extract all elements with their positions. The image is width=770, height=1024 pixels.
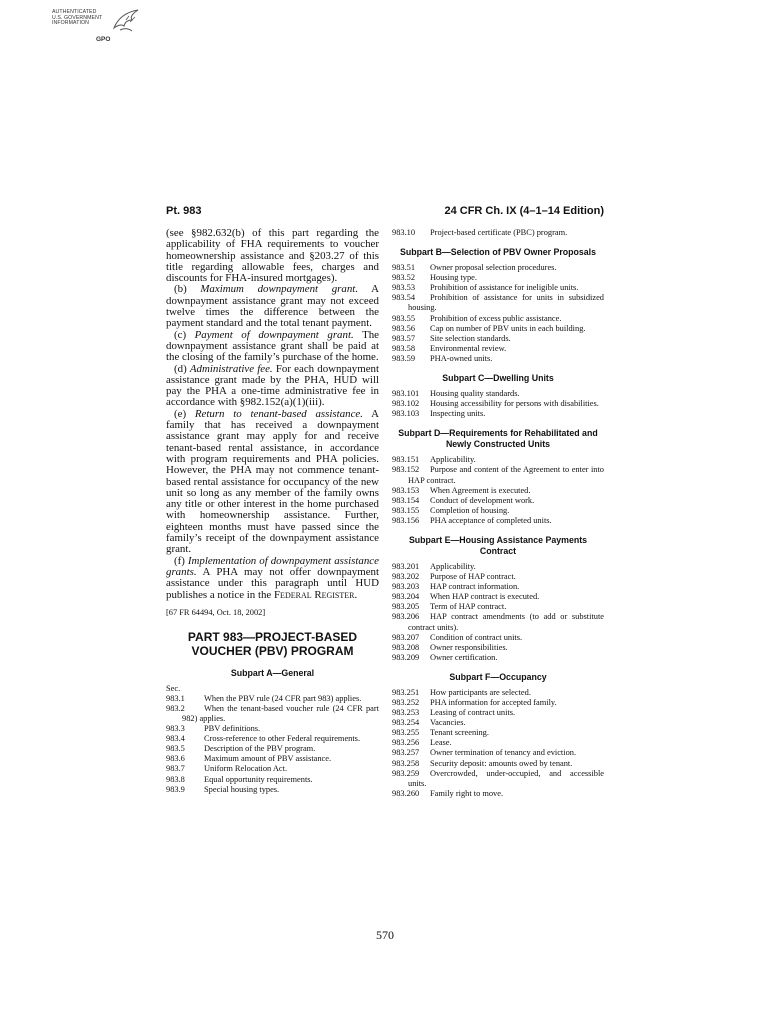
toc-entry (392, 728, 604, 738)
section-title: Owner certification. (430, 652, 498, 662)
section-title: Cross-reference to other Federal requirements. (204, 734, 361, 744)
section-title: PHA-owned units. (430, 353, 493, 363)
toc-subpart-f (392, 688, 604, 799)
seal-text (52, 10, 102, 27)
toc-entry (392, 789, 604, 799)
paragraph-text: A downpayment assistance grant may not exceed twelve times the difference between the payment standard and the total tenant payment. (166, 283, 379, 330)
section-title: Applicability. (430, 455, 476, 465)
section-number: 983.204 (392, 592, 420, 602)
toc-entry (392, 633, 604, 643)
section-title: Tenant screening. (430, 728, 489, 738)
section-number: 983.53 (392, 283, 416, 293)
section-title: When the PBV rule (24 CFR part 983) applies. (204, 693, 362, 703)
section-number: 983.54 (392, 293, 416, 303)
section-title: Prohibition of assistance for units in subsidized housing. (408, 293, 604, 313)
section-title: Housing type. (430, 273, 477, 283)
section-title: PHA acceptance of completed units. (430, 515, 552, 525)
paragraph-continuation: (see §982.632(b) of this part regarding the applicability of FHA requirements to voucher homeownership assistance and §203.27 of this title regarding allowable fees, charges and discounts for FHA-insured mortgages). (166, 227, 379, 285)
section-number: 983.153 (392, 485, 420, 495)
section-title: Term of HAP contract. (430, 602, 507, 612)
paragraph-text: For each downpayment assistance grant made by the PHA, HUD will pay the PHA a one-time administrative fee in accordance with §982.152(a)(1)(iii). (166, 362, 379, 409)
section-title: Owner proposal selection procedures. (430, 263, 557, 273)
paragraph-heading: Implementation of downpayment assistance grants. (166, 554, 379, 578)
toc-entry (166, 704, 379, 724)
section-title: How participants are selected. (430, 687, 531, 697)
section-title: Cap on number of PBV units in each building. (430, 323, 586, 333)
toc-entry (392, 273, 604, 283)
section-number: 983.8 (166, 774, 185, 784)
toc-entry (392, 688, 604, 698)
section-title: When HAP contract is executed. (430, 592, 540, 602)
section-number: 983.1 (166, 693, 185, 703)
section-number: 983.256 (392, 738, 420, 748)
toc-entry (392, 399, 604, 409)
toc-entry (392, 759, 604, 769)
section-number: 983.56 (392, 323, 416, 333)
toc-entry (392, 389, 604, 399)
section-title: Prohibition of excess public assistance. (430, 313, 562, 323)
section-title: Purpose of HAP contract. (430, 572, 516, 582)
toc-entry (166, 724, 379, 734)
section-number: 983.102 (392, 399, 420, 409)
section-number: 983.208 (392, 642, 420, 652)
section-title: PHA information for accepted family. (430, 698, 557, 707)
seal-line: AUTHENTICATED (52, 9, 97, 15)
toc-entry (392, 562, 604, 572)
paragraph-heading: Maximum downpayment grant. (200, 283, 359, 296)
right-column (392, 228, 604, 799)
section-title: When the tenant-based voucher rule (24 CFR part 982) applies. (182, 703, 379, 723)
section-number: 983.205 (392, 602, 420, 612)
toc-entry (392, 354, 604, 364)
subpart-d-heading: Subpart D—Requirements for Rehabilitated and Newly Constructed Units (398, 428, 598, 450)
section-title: Uniform Relocation Act. (204, 764, 288, 774)
section-title: Description of the PBV program. (204, 744, 316, 754)
section-title: Completion of housing. (430, 505, 510, 515)
section-number: 983.3 (166, 724, 185, 734)
left-column (166, 228, 379, 795)
toc-subpart-b (392, 263, 604, 364)
paragraph-text: A family that has received a downpayment assistance grant may apply for and receive tenant-based rental assistance, in accordance with program requirements and PHA policies. However, the PHA may not commence tenant-based rental assistance for occupancy of the new unit so long as any member of the family owns any title or other interest in the home purchased with homeownership assistance. Further, eighteen months must have passed since the family’s receipt of the downpayment assistance grant. (166, 407, 380, 556)
subpart-c-heading: Subpart C—Dwelling Units (442, 373, 554, 384)
paragraph-e (166, 409, 379, 556)
section-number: 983.207 (392, 632, 420, 642)
section-number: 983.260 (392, 788, 420, 798)
section-number: 983.101 (392, 389, 420, 399)
section-number: 983.206 (392, 612, 420, 622)
subpart-b-heading: Subpart B—Selection of PBV Owner Proposals (399, 247, 596, 258)
toc-entry (392, 293, 604, 313)
section-number: 983.252 (392, 698, 420, 707)
toc-entry (392, 738, 604, 748)
section-title: Environmental review. (430, 343, 507, 353)
paragraph-d (166, 364, 379, 409)
toc-entry (392, 506, 604, 516)
toc-entry (392, 496, 604, 506)
toc-entry (392, 653, 604, 663)
part-title: PART 983—PROJECT-BASED VOUCHER (PBV) PROGRAM (187, 629, 358, 658)
paragraph-f (166, 556, 379, 601)
section-title: Applicability. (430, 561, 476, 571)
toc-entry (166, 775, 379, 785)
toc-entry (392, 516, 604, 526)
toc-entry (392, 643, 604, 653)
toc-entry (392, 708, 604, 718)
section-number: 983.55 (392, 313, 416, 323)
toc-entry (392, 228, 604, 238)
toc-entry (392, 314, 604, 324)
section-title: Owner responsibilities. (430, 642, 508, 652)
section-number: 983.57 (392, 333, 416, 343)
toc-subpart-a-continued (392, 228, 604, 238)
page-number: 570 (376, 928, 394, 942)
toc-entry (166, 785, 379, 795)
federal-register-reference: Federal Register (274, 588, 355, 601)
section-title: Leasing of contract units. (430, 708, 516, 718)
section-number: 983.259 (392, 768, 420, 778)
section-number: 983.254 (392, 718, 420, 728)
toc-entry (392, 283, 604, 293)
section-number: 983.258 (392, 758, 420, 768)
toc-entry (392, 409, 604, 419)
section-number: 983.255 (392, 728, 420, 738)
subpart-e-heading: Subpart E—Housing Assistance Payments Contract (408, 534, 588, 556)
section-number: 983.152 (392, 465, 420, 475)
section-title: When Agreement is executed. (430, 485, 531, 495)
section-number: 983.6 (166, 754, 185, 764)
section-title: Project-based certificate (PBC) program. (430, 228, 568, 237)
toc-entry (392, 612, 604, 632)
toc-entry (392, 486, 604, 496)
eagle-icon (110, 8, 142, 38)
section-title: Equal opportunity requirements. (204, 774, 313, 784)
section-title: Housing accessibility for persons with disabilities. (430, 399, 599, 409)
paragraph-lead: (c) (174, 328, 187, 341)
paragraph-text: A PHA may not offer downpayment assistance under this paragraph until HUD publishes a notice in the (166, 565, 379, 601)
toc-entry (166, 694, 379, 704)
part-reference: Pt. 983 (166, 205, 202, 217)
section-title: Owner termination of tenancy and eviction. (430, 748, 577, 758)
toc-entry (392, 263, 604, 273)
section-number: 983.4 (166, 734, 185, 744)
section-title: Family right to move. (430, 788, 504, 798)
section-number: 983.10 (392, 228, 416, 237)
paragraph-end: . (354, 588, 358, 601)
toc-entry (392, 344, 604, 354)
paragraph-lead: (b) (174, 283, 187, 296)
toc-entry (392, 698, 604, 708)
toc-entry (166, 734, 379, 744)
section-number: 983.58 (392, 343, 416, 353)
paragraph-lead: (e) (174, 407, 187, 420)
toc-entry (392, 748, 604, 758)
toc-entry (166, 754, 379, 764)
toc-entry (392, 582, 604, 592)
paragraph-heading: Payment of downpayment grant. (194, 328, 354, 341)
section-number: 983.209 (392, 652, 420, 662)
section-title: Security deposit: amounts owed by tenant. (430, 758, 573, 768)
section-number: 983.2 (166, 703, 185, 713)
section-label: Sec. (166, 683, 181, 693)
section-number: 983.251 (392, 687, 420, 697)
paragraph-c (166, 330, 379, 364)
toc-entry (392, 572, 604, 582)
toc-entry (392, 769, 604, 789)
subpart-a-heading: Subpart A—General (230, 667, 315, 678)
source-citation: [67 FR 64494, Oct. 18, 2002] (166, 607, 266, 617)
section-title: Housing quality standards. (430, 389, 520, 399)
toc-subpart-c (392, 389, 604, 419)
toc-subpart-e (392, 562, 604, 663)
section-number: 983.51 (392, 263, 416, 273)
toc-subpart-d (392, 455, 604, 526)
edition-reference: 24 CFR Ch. IX (4–1–14 Edition) (444, 205, 604, 217)
paragraph-b (166, 284, 379, 329)
section-title: Conduct of development work. (430, 495, 535, 505)
paragraph-lead: (f) (174, 554, 185, 567)
section-title: Purpose and content of the Agreement to enter into HAP contract. (408, 465, 604, 485)
gpo-authentication-seal (52, 8, 144, 48)
subpart-f-heading: Subpart F—Occupancy (449, 671, 547, 682)
section-number: 983.9 (166, 784, 185, 794)
section-number: 983.151 (392, 455, 420, 465)
seal-gpo-label: GPO (96, 36, 111, 43)
section-number: 983.202 (392, 572, 420, 582)
section-title: Overcrowded, under-occupied, and accessible units. (408, 768, 604, 788)
section-title: HAP contract amendments (to add or substitute contract units). (408, 612, 604, 632)
section-title: HAP contract information. (430, 582, 520, 592)
toc-entry (392, 602, 604, 612)
paragraph-heading: Return to tenant-based assistance. (194, 407, 363, 420)
paragraph-heading: Administrative fee. (189, 362, 273, 375)
section-number: 983.201 (392, 561, 420, 571)
section-number: 983.156 (392, 515, 420, 525)
section-number: 983.5 (166, 744, 185, 754)
toc-entry (392, 324, 604, 334)
toc-entry (392, 718, 604, 728)
toc-entry (392, 334, 604, 344)
section-title: PBV definitions. (204, 724, 261, 734)
section-number: 983.59 (392, 353, 416, 363)
section-number: 983.7 (166, 764, 185, 774)
section-number: 983.154 (392, 495, 420, 505)
section-title: Special housing types. (204, 784, 280, 794)
section-number: 983.155 (392, 505, 420, 515)
seal-line: U.S. GOVERNMENT (52, 14, 103, 21)
section-title: Condition of contract units. (430, 632, 523, 642)
section-number: 983.52 (392, 273, 416, 283)
toc-entry (392, 455, 604, 465)
section-title: Prohibition of assistance for ineligible units. (430, 283, 579, 293)
section-number: 983.203 (392, 582, 420, 592)
toc-entry (392, 592, 604, 602)
section-number: 983.103 (392, 409, 420, 419)
toc-entry (166, 744, 379, 754)
paragraph-text: The downpayment assistance grant shall be paid at the closing of the family’s purchase of the home. (166, 328, 379, 364)
seal-line: INFORMATION (52, 20, 90, 27)
section-number: 983.257 (392, 748, 420, 758)
section-number: 983.253 (392, 708, 420, 718)
section-title: Site selection standards. (430, 333, 511, 343)
section-title: Lease. (430, 738, 452, 748)
toc-entry (166, 764, 379, 774)
paragraph-lead: (d) (174, 362, 187, 375)
section-title: Vacancies. (430, 718, 466, 728)
section-title: Inspecting units. (430, 409, 486, 419)
section-title: Maximum amount of PBV assistance. (204, 754, 332, 764)
toc-entry (392, 465, 604, 485)
toc-subpart-a (166, 694, 379, 795)
